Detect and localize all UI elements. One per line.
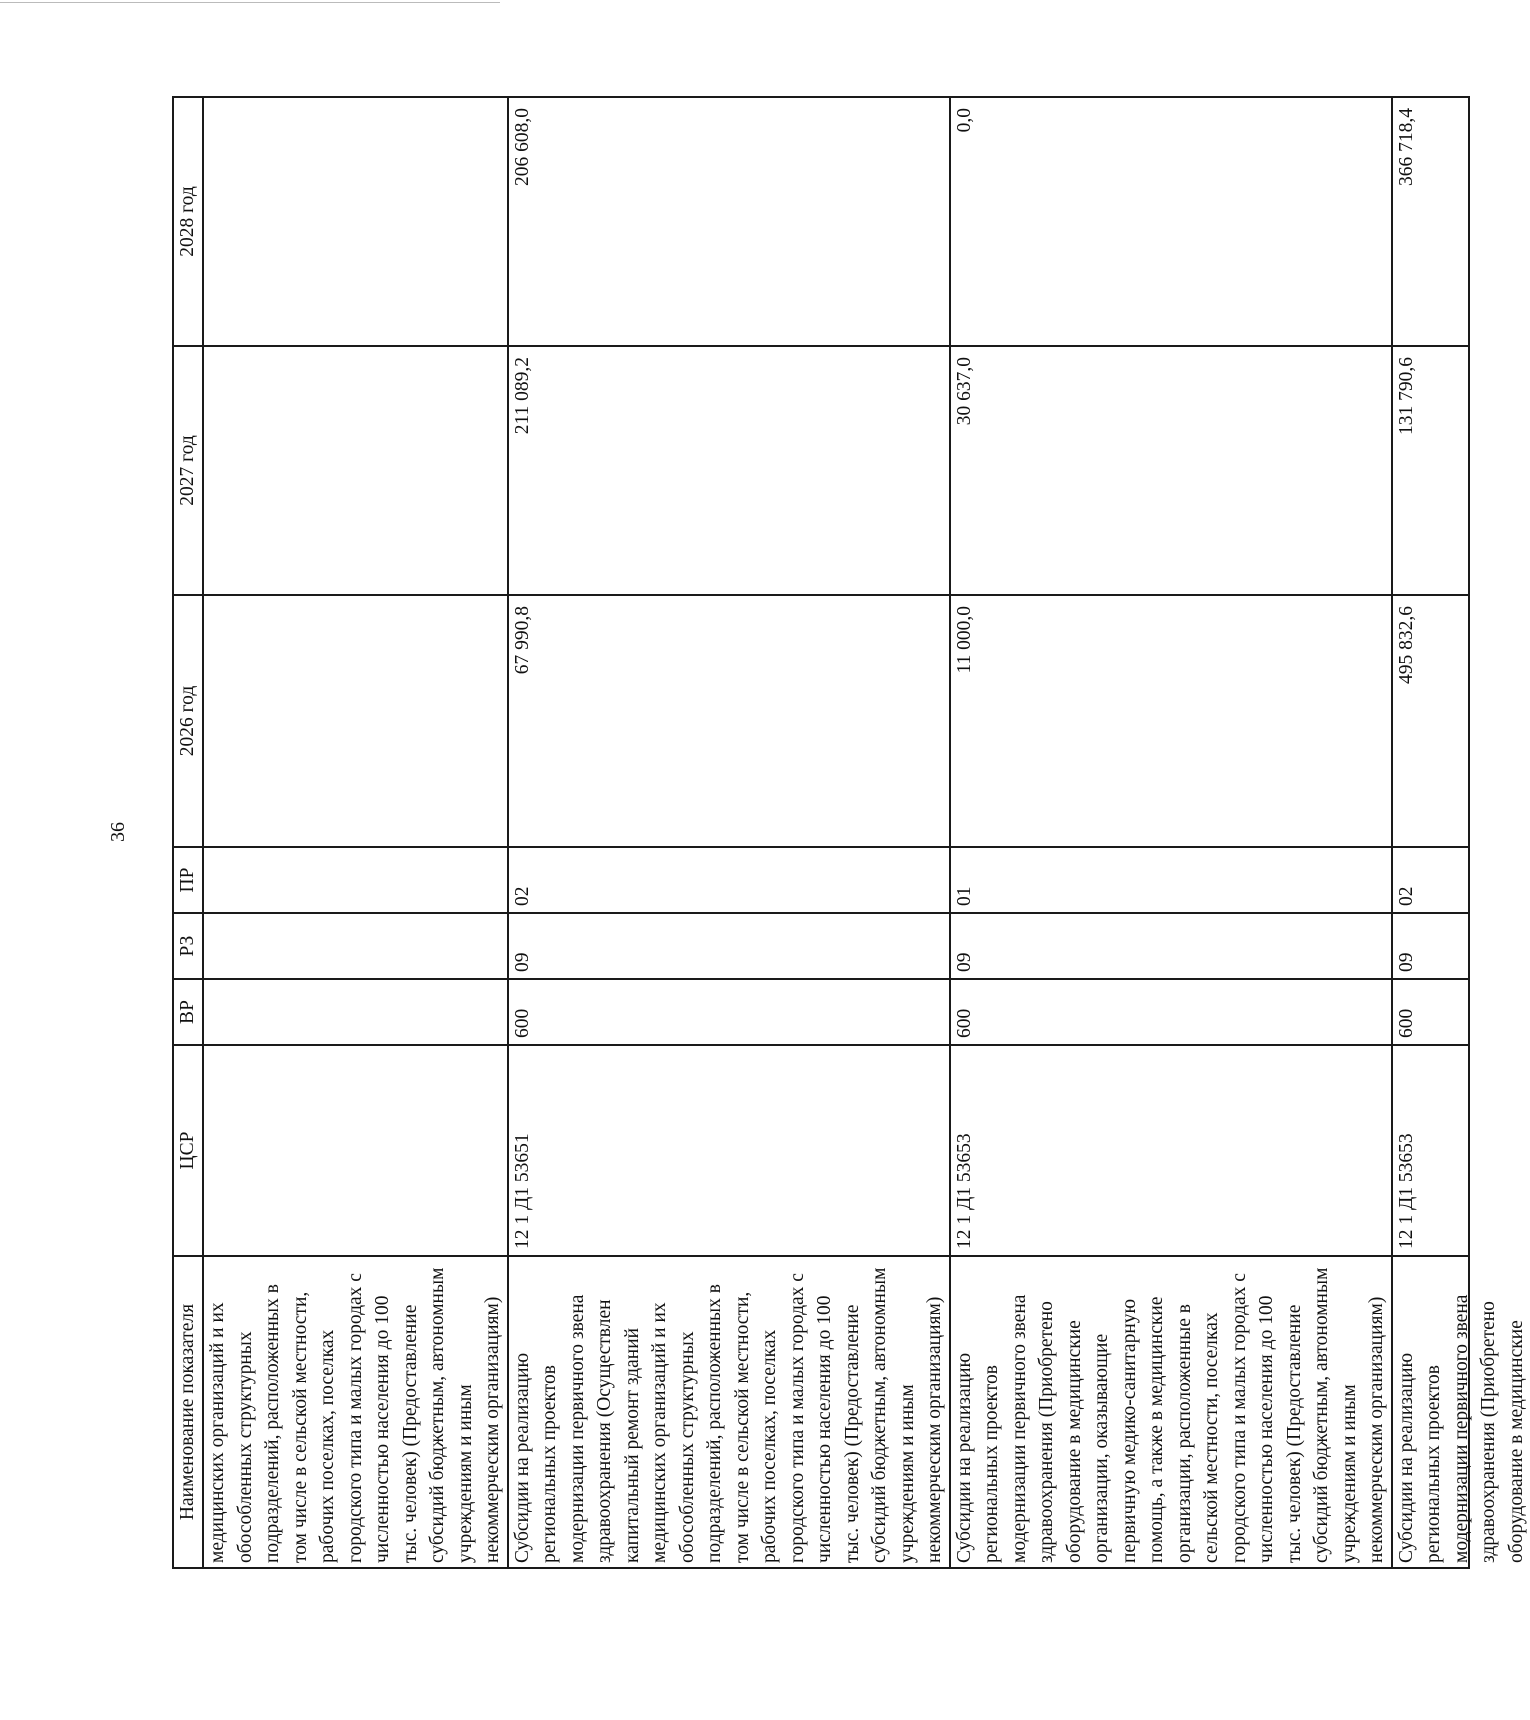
row-rz	[203, 913, 508, 979]
header-2028: 2028 год	[173, 97, 203, 346]
row-2027: 131 790,6	[1392, 346, 1469, 595]
header-2026: 2026 год	[173, 595, 203, 847]
header-pr: ПР	[173, 847, 203, 913]
row-name: медицинских организаций и их обособленных структурных подразделений, расположенных в том числе в сельской местности, рабочих поселках, поселках городского типа и малых городах с численностью населения до 100 тыс. человек) (Предоставление субсидий бюджетным, автономным учреждениям и иным некоммерческим организациям)	[203, 1256, 508, 1568]
row-vr: 600	[950, 979, 1392, 1045]
table-row	[508, 97, 950, 1568]
row-rz: 09	[508, 913, 950, 979]
row-2027: 211 089,2	[508, 346, 950, 595]
row-name-text: Субсидии на реализацию региональных проектов модернизации первичного звена здравоохранения (Приобретено оборудование в медицинские	[1395, 1294, 1527, 1563]
row-vr: 600	[1392, 979, 1469, 1045]
row-2027	[203, 346, 508, 595]
rotated-table-wrapper	[172, 98, 1527, 1569]
row-rz: 09	[950, 913, 1392, 979]
row-vr: 600	[508, 979, 950, 1045]
header-csr: ЦСР	[173, 1045, 203, 1256]
budget-table	[172, 96, 1527, 1569]
row-csr	[203, 1045, 508, 1256]
row-2028	[203, 97, 508, 346]
row-rz: 09	[1392, 913, 1469, 979]
header-vr: ВР	[173, 979, 203, 1045]
row-2026: 67 990,8	[508, 595, 950, 847]
row-pr	[203, 847, 508, 913]
row-2026: 11 000,0	[950, 595, 1392, 847]
row-name	[1392, 1256, 1527, 1568]
row-vr	[203, 979, 508, 1045]
row-2028: 366 718,4	[1392, 97, 1469, 346]
scan-edge-line	[0, 2, 500, 3]
row-2028: 206 608,0	[508, 97, 950, 346]
row-name: Субсидии на реализацию региональных проектов модернизации первичного звена здравоохранения (Осуществлен капитальный ремонт зданий медицинских организаций и их обособленных структурных подразделений, расположенных в том числе в сельской местности, рабочих поселках, поселках городского типа и малых городах с численностью населения до 100 тыс. человек) (Предоставление субсидий бюджетным, автономным учреждениям и иным некоммерческим организациям)	[508, 1256, 950, 1568]
page-number: 36	[107, 822, 129, 842]
table-row	[203, 97, 508, 1568]
table-row	[950, 97, 1392, 1568]
row-pr: 02	[1392, 847, 1469, 913]
row-pr: 02	[508, 847, 950, 913]
table-row	[1392, 97, 1469, 1568]
row-csr: 12 1 Д1 53653	[1392, 1045, 1469, 1256]
row-2026	[203, 595, 508, 847]
row-csr: 12 1 Д1 53651	[508, 1045, 950, 1256]
row-2027: 30 637,0	[950, 346, 1392, 595]
header-rz: РЗ	[173, 913, 203, 979]
row-name: Субсидии на реализацию региональных проектов модернизации первичного звена здравоохранения (Приобретено оборудование в медицинские организации, оказывающие первичную медико-санитарную помощь, а также в медицинские организации, расположенные в сельской местности, поселках городского типа и малых городах с численностью населения до 100 тыс. человек) (Предоставление субсидий бюджетным, автономным учреждениям и иным некоммерческим организациям)	[950, 1256, 1392, 1568]
header-row	[173, 97, 203, 1568]
row-2026: 495 832,6	[1392, 595, 1469, 847]
header-name: Наименование показателя	[173, 1256, 203, 1568]
row-2028: 0,0	[950, 97, 1392, 346]
row-pr: 01	[950, 847, 1392, 913]
row-csr: 12 1 Д1 53653	[950, 1045, 1392, 1256]
header-2027: 2027 год	[173, 346, 203, 595]
